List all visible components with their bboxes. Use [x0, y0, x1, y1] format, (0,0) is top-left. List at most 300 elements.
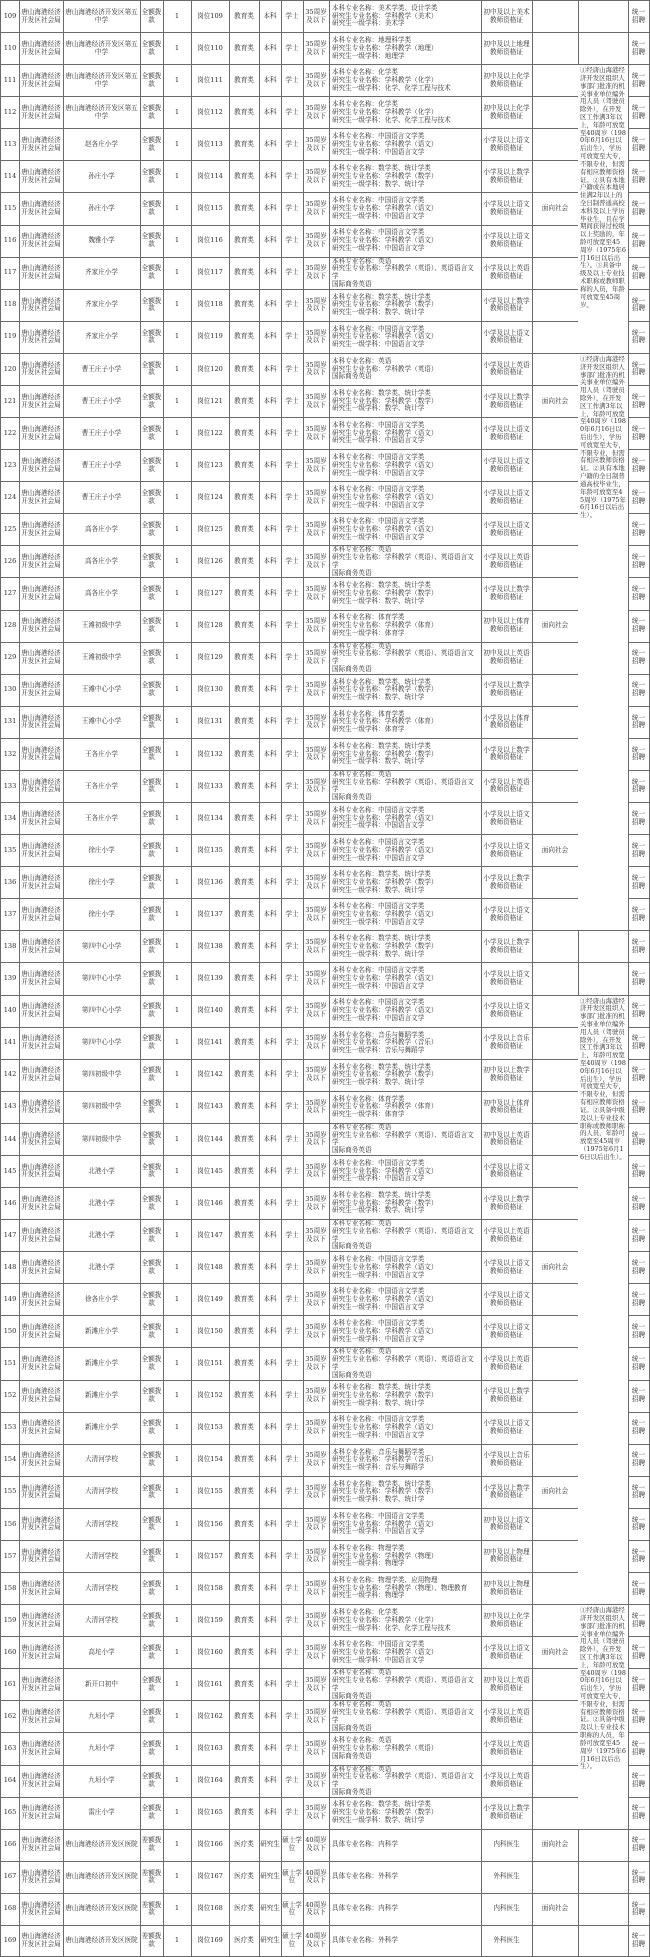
cell-recruit-method: 统一招聘	[631, 521, 646, 537]
cell-row-number: 167	[3, 1872, 17, 1881]
cell-education: 本科	[263, 1294, 277, 1303]
cell-recruit-method: 统一招聘	[631, 1098, 646, 1115]
cell-major-requirement: 本科专业名称：美术学类、设计学类 研究生专业名称：学科教学（美术） 研究生一级学科：美术学	[332, 3, 438, 28]
cell-certificate-requirement: 小学及以上音乐教师资格证	[483, 1451, 530, 1468]
cell-hiring-unit: 新滩庄小学	[85, 1327, 118, 1336]
cell-other-requirement	[532, 1188, 578, 1219]
cell-post-code: 岗位123	[197, 460, 223, 469]
cell-post-category: 教育类	[234, 1166, 254, 1175]
cell-recruit-method: 统一招聘	[631, 7, 646, 24]
cell-headcount: 1	[174, 1744, 180, 1753]
cell-post-code: 岗位158	[197, 1583, 223, 1592]
cell-other-requirement	[532, 1, 578, 32]
cell-age-limit: 40周岁及以下	[305, 1900, 327, 1917]
cell-degree: 学士	[285, 139, 299, 148]
cell-certificate-requirement: 小学及以上数学教师资格证	[483, 168, 530, 184]
cell-degree: 学士	[285, 813, 299, 822]
cell-headcount: 1	[174, 845, 180, 854]
cell-note	[578, 1862, 628, 1893]
cell-hiring-department: 唐山海港经济开发区社会局	[21, 1836, 61, 1853]
cell-recruit-method: 统一招聘	[631, 1611, 646, 1628]
cell-hiring-department: 唐山海港经济开发区社会局	[21, 1547, 61, 1564]
cell-headcount: 1	[174, 11, 180, 20]
cell-certificate-requirement: 小学及以上英语教师资格证	[483, 1708, 530, 1724]
cell-recruit-method: 统一招聘	[631, 970, 646, 986]
grid-line	[19, 0, 20, 1957]
cell-age-limit: 35周岁及以下	[305, 809, 327, 826]
table-row	[0, 1572, 650, 1604]
cell-headcount: 1	[174, 1904, 180, 1913]
cell-hiring-department: 唐山海港经济开发区社会局	[21, 296, 61, 313]
cell-note	[578, 1, 628, 32]
cell-certificate-requirement: 小学及以上英语教师资格证	[483, 264, 530, 281]
cell-row-number: 116	[3, 236, 17, 245]
cell-post-category: 教育类	[234, 75, 254, 84]
cell-post-code: 岗位111	[197, 75, 223, 84]
cell-other-requirement	[532, 258, 578, 289]
cell-certificate-requirement: 小学及以上英语教师资格证	[483, 1740, 530, 1756]
cell-row-number: 111	[3, 75, 17, 84]
table-row	[0, 995, 650, 1027]
cell-other-requirement	[532, 450, 578, 481]
cell-degree: 学士	[285, 75, 299, 84]
cell-hiring-department: 唐山海港经济开发区社会局	[21, 1804, 61, 1821]
cell-hiring-unit: 北港小学	[88, 1166, 115, 1175]
cell-age-limit: 35周岁及以下	[305, 1098, 327, 1115]
cell-major-requirement: 本科专业名称：化学类 研究生专业名称：学科教学（化学） 研究生一级学科：化学、化学工程与技术	[332, 68, 451, 92]
cell-post-code: 岗位157	[197, 1551, 223, 1560]
cell-post-category: 教育类	[234, 1615, 254, 1624]
grid-line	[0, 0, 1, 1957]
cell-hiring-department: 唐山海港经济开发区社会局	[21, 1643, 61, 1660]
cell-row-number: 165	[3, 1808, 17, 1817]
cell-post-category: 教育类	[234, 204, 254, 213]
cell-age-limit: 35周岁及以下	[305, 1162, 327, 1179]
cell-certificate-requirement: 小学及以上英语教师资格证	[483, 360, 530, 377]
cell-certificate-requirement: 小学及以上英语教师资格证	[483, 1355, 530, 1371]
cell-post-code: 岗位116	[197, 236, 223, 245]
cell-degree: 学士	[285, 685, 299, 694]
cell-hiring-department: 唐山海港经济开发区社会局	[21, 1676, 61, 1692]
cell-certificate-requirement: 初中及以上数学教师资格证	[483, 1066, 530, 1083]
cell-post-code: 岗位115	[197, 204, 223, 213]
table-row	[0, 738, 650, 770]
cell-hiring-unit: 新开口初中	[85, 1679, 118, 1688]
cell-headcount: 1	[174, 1840, 180, 1849]
cell-post-category: 教育类	[234, 653, 254, 662]
cell-education: 本科	[263, 1615, 277, 1624]
table-row	[0, 0, 650, 32]
cell-row-number: 119	[3, 332, 17, 341]
cell-age-limit: 35周岁及以下	[305, 1676, 327, 1692]
cell-funding-type: 全额拨款	[141, 809, 162, 826]
cell-age-limit: 35周岁及以下	[305, 424, 327, 441]
cell-funding-type: 全额拨款	[141, 200, 162, 217]
cell-major-requirement: 本科专业名称：中国语言文学类 研究生专业名称：学科教学（语文） 研究生一级学科：中国语言文学	[332, 1158, 438, 1183]
cell-other-requirement: 面向社会	[541, 396, 569, 405]
cell-major-requirement: 本科专业名称：英语 研究生专业名称：学科教学（英语）、英语语言文学 国际商务英语	[332, 1123, 474, 1155]
cell-post-code: 岗位139	[197, 974, 223, 983]
cell-row-number: 115	[3, 204, 17, 213]
cell-row-number: 168	[3, 1904, 17, 1913]
cell-hiring-department: 唐山海港经济开发区社会局	[21, 681, 61, 698]
cell-other-requirement: 面向社会	[541, 1262, 569, 1271]
table-row	[0, 1412, 650, 1444]
cell-hiring-unit: 齐家庄小学	[85, 300, 118, 309]
cell-major-requirement: 本科专业名称：中国语言文学类 研究生专业名称：学科教学（语文） 研究生一级学科：中国语言文学	[332, 1319, 438, 1343]
cell-post-code: 岗位160	[197, 1647, 223, 1656]
cell-row-number: 161	[3, 1679, 17, 1688]
cell-row-number: 139	[3, 974, 17, 983]
cell-certificate-requirement: 初中及以上物理教师资格证	[483, 1547, 530, 1564]
cell-post-category: 教育类	[234, 1198, 254, 1207]
cell-major-requirement: 本科专业名称：中国语言文学类 研究生专业名称：学科教学（语文） 研究生一级学科：中国语言文学	[332, 998, 438, 1022]
cell-recruit-method: 统一招聘	[631, 841, 646, 858]
cell-major-requirement: 本科专业名称：中国语言文学类 研究生专业名称：学科教学（语文） 研究生一级学科：中国语言文学	[332, 1415, 438, 1440]
cell-age-limit: 35周岁及以下	[305, 1323, 327, 1339]
cell-major-requirement: 本科专业名称：英语 研究生专业名称：学科教学（英语）、英语语言文学 国际商务英语	[332, 546, 474, 577]
cell-hiring-department: 唐山海港经济开发区社会局	[21, 1868, 61, 1885]
cell-degree: 学士	[285, 1487, 299, 1496]
cell-hiring-department: 唐山海港经济开发区社会局	[21, 1130, 61, 1147]
cell-age-limit: 40周岁及以下	[305, 1868, 327, 1885]
cell-headcount: 1	[174, 717, 180, 726]
cell-other-requirement	[532, 322, 578, 353]
cell-row-number: 137	[3, 909, 17, 918]
cell-headcount: 1	[174, 268, 180, 277]
cell-row-number: 138	[3, 942, 17, 951]
cell-major-requirement: 本科专业名称：化学类 研究生专业名称：学科教学（化学） 研究生一级学科：化学、化学工程与技术	[332, 100, 451, 124]
cell-hiring-department: 唐山海港经济开发区社会局	[21, 1323, 61, 1339]
cell-other-requirement	[532, 354, 578, 385]
cell-recruit-method: 统一招聘	[631, 1579, 646, 1596]
table-row	[0, 192, 650, 224]
cell-funding-type: 全额拨款	[141, 1740, 162, 1756]
cell-recruit-method: 统一招聘	[631, 1932, 646, 1948]
cell-post-code: 岗位144	[197, 1134, 223, 1143]
table-row	[0, 642, 650, 674]
cell-degree: 学士	[285, 1808, 299, 1817]
cell-hiring-department: 唐山海港经济开发区社会局	[21, 1291, 61, 1307]
cell-certificate-requirement: 初中及以上化学教师资格证	[483, 1611, 530, 1628]
cell-post-category: 教育类	[234, 717, 254, 726]
cell-headcount: 1	[174, 942, 180, 951]
cell-row-number: 151	[3, 1359, 17, 1368]
cell-post-code: 岗位138	[197, 942, 223, 951]
cell-other-requirement: 面向社会	[541, 1647, 569, 1656]
cell-hiring-unit: 唐山海港经济开发区医院	[65, 1872, 138, 1881]
cell-major-requirement: 本科专业名称：英语 研究生专业名称：学科教学（英语）、英语语言文学 国际商务英语	[332, 1669, 474, 1700]
cell-other-requirement	[532, 1573, 578, 1604]
cell-note	[578, 1926, 628, 1956]
table-row	[0, 1251, 650, 1283]
cell-hiring-unit: 曹王庄子小学	[81, 364, 122, 373]
cell-degree: 学士	[285, 396, 299, 405]
cell-education: 本科	[263, 107, 277, 116]
cell-other-requirement	[532, 546, 578, 577]
cell-degree: 学士	[285, 974, 299, 983]
cell-hiring-department: 唐山海港经济开发区社会局	[21, 1419, 61, 1436]
cell-education: 本科	[263, 268, 277, 277]
cell-row-number: 123	[3, 460, 17, 469]
cell-certificate-requirement: 小学及以上语文教师资格证	[483, 970, 530, 986]
cell-recruit-method: 统一招聘	[631, 1900, 646, 1917]
cell-age-limit: 35周岁及以下	[305, 1451, 327, 1468]
cell-degree: 学士	[285, 1038, 299, 1047]
cell-hiring-department: 唐山海港经济开发区社会局	[21, 1579, 61, 1596]
cell-other-requirement	[532, 578, 578, 609]
cell-other-requirement	[532, 1124, 578, 1155]
cell-hiring-department: 唐山海港经济开发区社会局	[21, 1740, 61, 1756]
cell-headcount: 1	[174, 204, 180, 213]
cell-other-requirement: 面向社会	[541, 204, 569, 213]
cell-degree: 学士	[285, 1712, 299, 1720]
cell-hiring-department: 唐山海港经济开发区社会局	[21, 424, 61, 441]
cell-recruit-method: 统一招聘	[631, 71, 646, 88]
cell-other-requirement	[532, 1701, 578, 1732]
cell-headcount: 1	[174, 1102, 180, 1111]
cell-post-code: 岗位166	[197, 1840, 223, 1849]
cell-row-number: 148	[3, 1262, 17, 1271]
table-row	[0, 289, 650, 321]
cell-post-category: 教育类	[234, 1551, 254, 1560]
cell-other-requirement	[532, 643, 578, 674]
cell-hiring-unit: 徐庄小学	[88, 909, 115, 918]
cell-hiring-department: 唐山海港经济开发区社会局	[21, 1258, 61, 1275]
cell-education: 本科	[263, 1070, 277, 1079]
cell-certificate-requirement: 小学及以上语文教师资格证	[483, 200, 530, 217]
cell-hiring-unit: 大清河学校	[85, 1583, 118, 1592]
cell-row-number: 125	[3, 524, 17, 533]
cell-hiring-department: 唐山海港经济开发区社会局	[21, 777, 61, 794]
grid-line	[532, 0, 533, 1957]
cell-post-category: 教育类	[234, 1391, 254, 1400]
cell-major-requirement: 本科专业名称：体育学类 研究生专业名称：学科教学（体育） 研究生一级学科：体育学	[332, 1094, 438, 1119]
cell-education: 本科	[263, 43, 277, 52]
cell-degree: 学士	[285, 1519, 299, 1528]
cell-funding-type: 全额拨款	[141, 1098, 162, 1115]
table-row	[0, 1091, 650, 1123]
cell-headcount: 1	[174, 524, 180, 533]
cell-degree: 学士	[285, 1744, 299, 1753]
cell-post-code: 岗位131	[197, 717, 223, 726]
cell-post-category: 教育类	[234, 1744, 254, 1753]
cell-major-requirement: 本科专业名称：英语 研究生专业名称：学科教学（英语）、英语语言文学 国际商务英语	[332, 1765, 474, 1796]
cell-post-code: 岗位140	[197, 1006, 223, 1015]
cell-headcount: 1	[174, 813, 180, 822]
cell-hiring-department: 唐山海港经济开发区社会局	[21, 1194, 61, 1211]
cell-headcount: 1	[174, 685, 180, 694]
cell-post-category: 教育类	[234, 1423, 254, 1432]
cell-headcount: 1	[174, 621, 180, 630]
cell-other-requirement: 面向社会	[541, 1487, 569, 1496]
cell-headcount: 1	[174, 460, 180, 469]
cell-recruit-method: 统一招聘	[631, 1355, 646, 1371]
cell-recruit-method: 统一招聘	[631, 681, 646, 698]
cell-post-code: 岗位163	[197, 1744, 223, 1753]
cell-post-category: 教育类	[234, 364, 254, 373]
cell-age-limit: 35周岁及以下	[305, 1194, 327, 1211]
cell-hiring-department: 唐山海港经济开发区社会局	[21, 360, 61, 377]
cell-note	[578, 33, 628, 64]
cell-other-requirement	[532, 97, 578, 128]
cell-age-limit: 35周岁及以下	[305, 970, 327, 986]
cell-education: 本科	[263, 172, 277, 181]
table-row	[0, 1893, 650, 1925]
cell-funding-type: 全额拨款	[141, 1162, 162, 1179]
cell-other-requirement	[532, 1348, 578, 1379]
cell-other-requirement	[532, 931, 578, 962]
cell-other-requirement	[532, 1733, 578, 1764]
cell-other-requirement: 面向社会	[541, 845, 569, 854]
cell-hiring-unit: 雷庄小学	[88, 1808, 115, 1817]
cell-post-code: 岗位134	[197, 813, 223, 822]
cell-education: 本科	[263, 1006, 277, 1015]
table-row	[0, 770, 650, 802]
table-row	[0, 353, 650, 385]
cell-headcount: 1	[174, 1166, 180, 1175]
cell-degree: 学士	[285, 749, 299, 758]
cell-recruit-method: 统一招聘	[631, 1162, 646, 1179]
cell-post-code: 岗位154	[197, 1455, 223, 1464]
cell-recruit-method: 统一招聘	[631, 104, 646, 120]
cell-hiring-unit: 齐家庄小学	[85, 268, 118, 277]
cell-hiring-unit: 第四中心小学	[81, 1006, 122, 1015]
cell-funding-type: 全额拨款	[141, 7, 162, 24]
cell-age-limit: 35周岁及以下	[305, 1772, 327, 1789]
cell-headcount: 1	[174, 1583, 180, 1592]
cell-age-limit: 35周岁及以下	[305, 39, 327, 56]
cell-hiring-department: 唐山海港经济开发区社会局	[21, 649, 61, 666]
cell-degree: 学士	[285, 1294, 299, 1303]
cell-age-limit: 35周岁及以下	[305, 488, 327, 505]
cell-row-number: 149	[3, 1294, 17, 1303]
cell-other-requirement	[532, 771, 578, 802]
cell-major-requirement: 本科专业名称：数学类、统计学类 研究生专业名称：学科教学（数学） 研究生一级学科：数学、统计学	[332, 870, 438, 894]
cell-major-requirement: 本科专业名称：物理学类、应用物理 研究生专业名称：学科教学（物理）、物理教育 研究生一级学科：物理学	[332, 1575, 468, 1600]
cell-hiring-department: 唐山海港经济开发区社会局	[21, 1932, 61, 1948]
cell-degree: 学士	[285, 1551, 299, 1560]
cell-education: 本科	[263, 524, 277, 533]
cell-hiring-department: 唐山海港经济开发区社会局	[21, 1098, 61, 1115]
cell-degree: 学士	[285, 909, 299, 918]
cell-certificate-requirement: 小学及以上英语教师资格证	[483, 777, 530, 794]
cell-education: 本科	[263, 1327, 277, 1336]
cell-education: 本科	[263, 204, 277, 213]
cell-age-limit: 35周岁及以下	[305, 1708, 327, 1724]
cell-other-requirement	[532, 1445, 578, 1476]
cell-headcount: 1	[174, 1519, 180, 1528]
cell-hiring-department: 唐山海港经济开发区社会局	[21, 7, 61, 24]
cell-degree: 学士	[285, 589, 299, 598]
cell-major-requirement: 本科专业名称：音乐与舞蹈学类 研究生专业名称：学科教学（音乐） 研究生一级学科：音乐与舞蹈学	[332, 1447, 438, 1472]
table-row	[0, 481, 650, 513]
cell-certificate-requirement: 内科医生	[493, 1904, 520, 1913]
cell-hiring-unit: 新滩庄小学	[85, 1359, 118, 1368]
cell-post-category: 教育类	[234, 172, 254, 181]
cell-hiring-department: 唐山海港经济开发区社会局	[21, 1515, 61, 1532]
cell-hiring-department: 唐山海港经济开发区社会局	[21, 1066, 61, 1083]
grid-line	[191, 0, 192, 1957]
cell-headcount: 1	[174, 1198, 180, 1207]
cell-funding-type: 全额拨款	[141, 39, 162, 56]
cell-certificate-requirement: 小学及以上语文教师资格证	[483, 1162, 530, 1179]
table-row	[0, 930, 650, 962]
cell-education: 本科	[263, 877, 277, 886]
cell-certificate-requirement: 小学及以上数学教师资格证	[483, 1483, 530, 1500]
cell-recruit-method: 统一招聘	[631, 1034, 646, 1051]
cell-headcount: 1	[174, 492, 180, 501]
cell-hiring-unit: 第四中心小学	[81, 1038, 122, 1047]
cell-hiring-unit: 王滩初级中学	[81, 653, 122, 662]
cell-funding-type: 全额拨款	[141, 71, 162, 88]
cell-recruit-method: 统一招聘	[631, 264, 646, 281]
cell-education: 本科	[263, 1647, 277, 1656]
cell-note	[578, 1830, 628, 1861]
cell-age-limit: 35周岁及以下	[305, 7, 327, 24]
cell-certificate-requirement: 小学及以上语文教师资格证	[483, 906, 530, 922]
cell-headcount: 1	[174, 332, 180, 341]
cell-other-requirement	[532, 129, 578, 160]
cell-post-code: 岗位132	[197, 749, 223, 758]
cell-post-code: 岗位147	[197, 1230, 223, 1239]
cell-hiring-unit: 大清河学校	[85, 1455, 118, 1464]
cell-headcount: 1	[174, 589, 180, 598]
cell-funding-type: 全额拨款	[141, 1323, 162, 1339]
cell-recruit-method: 统一招聘	[631, 328, 646, 345]
table-row	[0, 1476, 650, 1508]
cell-funding-type: 全额拨款	[141, 649, 162, 666]
cell-age-limit: 35周岁及以下	[305, 1002, 327, 1019]
cell-degree: 学士	[285, 1423, 299, 1432]
cell-major-requirement: 本科专业名称：数学类、统计学类 研究生专业名称：学科教学（数学） 研究生一级学科：数学、统计学	[332, 934, 438, 958]
cell-age-limit: 35周岁及以下	[305, 456, 327, 473]
cell-hiring-department: 唐山海港经济开发区社会局	[21, 104, 61, 120]
table-row	[0, 96, 650, 128]
cell-certificate-requirement: 初中及以上英语教师资格证	[483, 1130, 530, 1147]
cell-post-code: 岗位152	[197, 1391, 223, 1400]
cell-other-requirement	[532, 707, 578, 738]
cell-post-code: 岗位118	[197, 300, 223, 309]
cell-hiring-unit: 第四初级中学	[81, 1134, 122, 1143]
cell-recruit-method: 统一招聘	[631, 424, 646, 441]
cell-row-number: 145	[3, 1166, 17, 1175]
cell-degree: 学士	[285, 781, 299, 790]
cell-education: 本科	[263, 139, 277, 148]
cell-post-code: 岗位129	[197, 653, 223, 662]
cell-recruit-method: 统一招聘	[631, 1130, 646, 1147]
cell-hiring-department: 唐山海港经济开发区社会局	[21, 1772, 61, 1789]
cell-headcount: 1	[174, 364, 180, 373]
cell-hiring-department: 唐山海港经济开发区社会局	[21, 553, 61, 569]
cell-recruit-method: 统一招聘	[631, 39, 646, 56]
cell-other-requirement	[532, 899, 578, 930]
cell-funding-type: 全额拨款	[141, 1387, 162, 1404]
cell-note	[578, 963, 628, 994]
cell-post-code: 岗位120	[197, 364, 223, 373]
cell-major-requirement: 本科专业名称：数学类、统计学类 研究生专业名称：学科教学（数学） 研究生一级学科：数学、统计学	[332, 581, 438, 605]
cell-funding-type: 全额拨款	[141, 970, 162, 986]
cell-degree: 学士	[285, 845, 299, 854]
cell-hiring-unit: 大清河学校	[85, 1487, 118, 1496]
cell-hiring-unit: 徐各庄小学	[85, 1294, 118, 1303]
cell-headcount: 1	[174, 557, 180, 566]
cell-funding-type: 全额拨款	[141, 264, 162, 281]
cell-certificate-requirement: 小学及以上数学教师资格证	[483, 1194, 530, 1211]
cell-degree: 学士	[285, 1679, 299, 1688]
cell-hiring-unit: 王滩中心小学	[81, 685, 122, 694]
cell-other-requirement	[532, 996, 578, 1027]
